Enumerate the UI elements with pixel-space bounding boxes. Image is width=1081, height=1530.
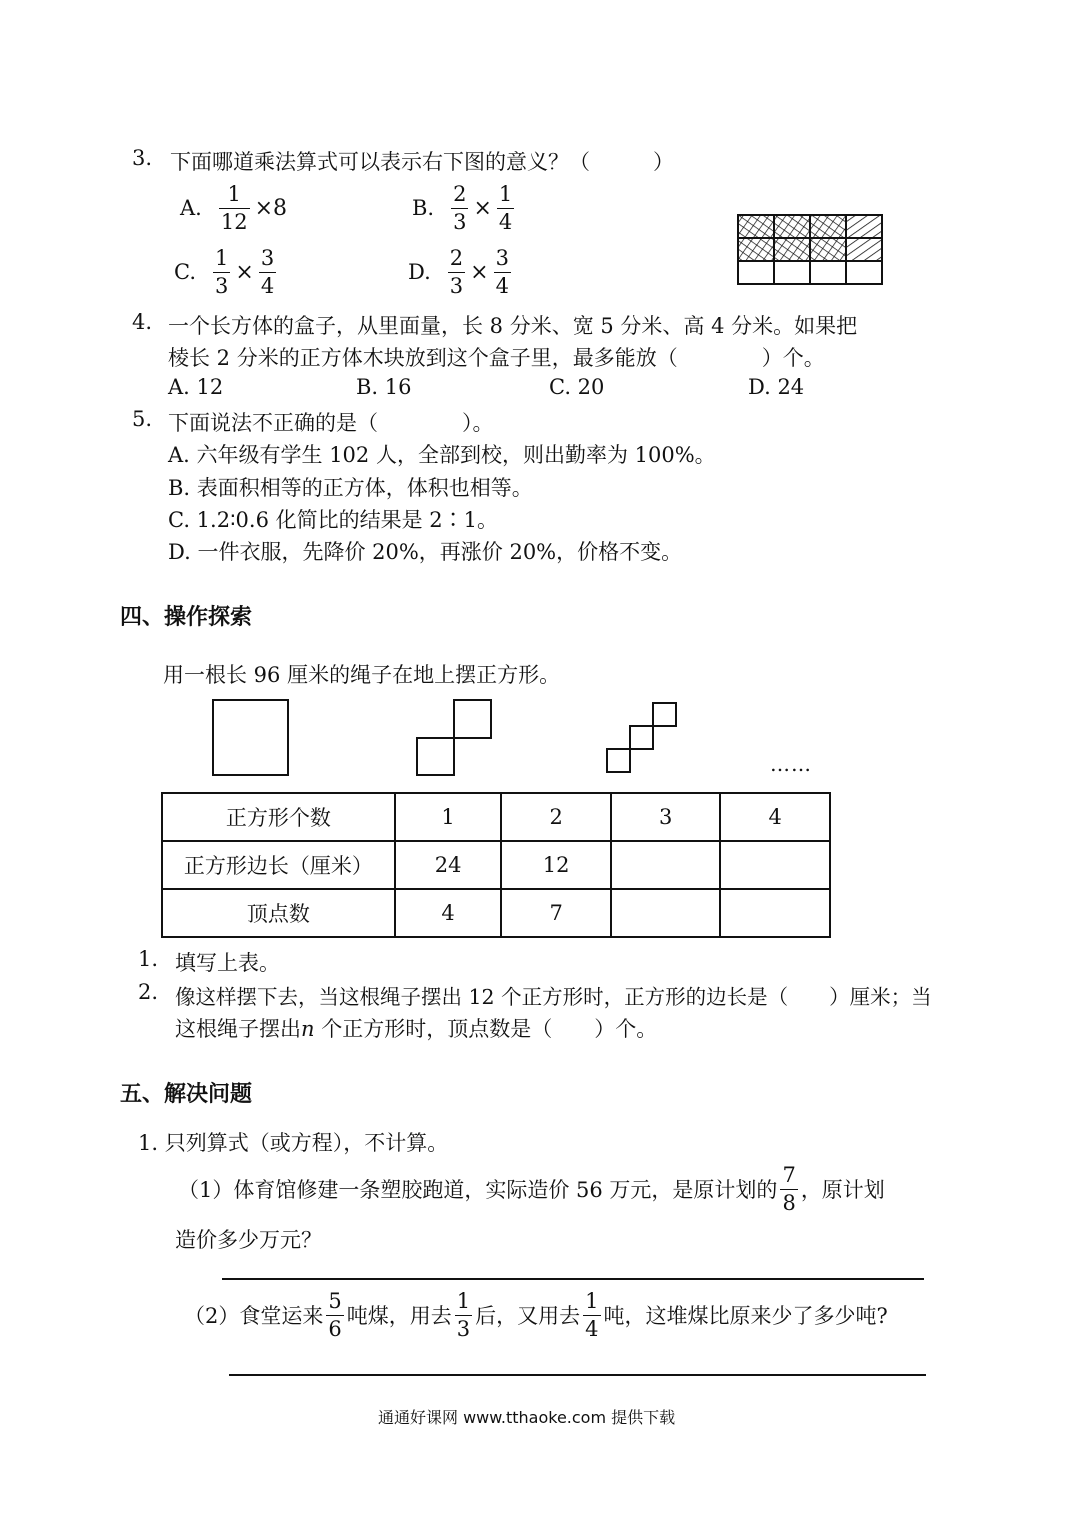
q4-option-b: B. 16: [356, 375, 412, 399]
row-header: 正方形个数: [162, 793, 395, 841]
s5-problem1-line2: 造价多少万元？: [175, 1228, 322, 1252]
q5-option-d: D. 一件衣服，先降价 20%，再涨价 20%，价格不变。: [168, 540, 683, 564]
fraction: $\frac{2}{3}$: [449, 245, 464, 298]
three-squares-3: [652, 702, 677, 727]
table-cell: 4: [720, 793, 830, 841]
fraction: $\frac{2}{3}$: [453, 181, 467, 234]
fraction: $\frac{3}{4}$: [260, 245, 275, 298]
answer-line-1[interactable]: [222, 1278, 924, 1280]
grid-cell: [738, 261, 774, 284]
option-label: A.: [180, 196, 202, 220]
table-row: [162, 793, 830, 841]
q3-option-c: [174, 242, 279, 302]
table-cell: 24: [395, 841, 502, 889]
q4-option-a: A. 12: [168, 375, 224, 399]
q5-option-c: C. 1.2∶0.6 化简比的结果是 2∶1。: [168, 508, 499, 532]
table-cell: 4: [395, 889, 502, 937]
answer-cell[interactable]: [720, 889, 830, 937]
s4-item1-text: 填写上表。: [175, 951, 280, 975]
grid-cell: [738, 238, 774, 261]
answer-cell[interactable]: [720, 841, 830, 889]
q5-option-a: A. 六年级有学生 102 人，全部到校，则出勤率为 100%。: [168, 443, 716, 467]
table-cell: 3: [611, 793, 721, 841]
variable-n: n: [301, 1017, 315, 1041]
section4-intro: 用一根长 96 厘米的绳子在地上摆正方形。: [163, 663, 561, 687]
grid-cell: [738, 215, 774, 238]
table-cell: 7: [501, 889, 611, 937]
answer-cell[interactable]: [611, 889, 721, 937]
table-cell: 12: [501, 841, 611, 889]
grid-cell: [774, 261, 810, 284]
grid-cell: [846, 215, 882, 238]
three-squares-2: [629, 725, 654, 750]
q3-grid-figure: [736, 213, 884, 285]
grid-cell: [774, 215, 810, 238]
s5-problem2: （2）食堂运来 $\frac{5}{6}$ 吨煤，用去 $\frac{1}{3}$ 后，又用去 $\frac{1}{4}$ 吨，这堆煤比原来少了多少吨?: [184, 1288, 888, 1341]
q5-number: 5.: [132, 407, 153, 431]
q4-option-d: D. 24: [748, 375, 805, 399]
option-label: C.: [174, 260, 196, 284]
footer-text: 通通好课网 www.tthaoke.com 提供下载: [378, 1408, 676, 1427]
answer-cell[interactable]: [611, 841, 721, 889]
s5-item1: 1. 只列算式（或方程），不计算。: [138, 1131, 449, 1155]
option-label: D.: [408, 260, 431, 284]
times-sign: ×: [473, 195, 492, 221]
s4-item1-number: 1.: [138, 947, 159, 971]
table-row: [162, 841, 830, 889]
grid-cell: [774, 238, 810, 261]
times-text: ×8: [254, 195, 288, 221]
times-sign: ×: [470, 259, 489, 285]
s4-item2-line2: 这根绳子摆出n 个正方形时，顶点数是（ ）个。: [175, 1017, 658, 1041]
q4-line1: 一个长方体的盒子，从里面量，长 8 分米、宽 5 分米、高 4 分米。如果把: [168, 314, 858, 338]
grid-cell: [810, 238, 846, 261]
s4-item2-number: 2.: [138, 980, 159, 1004]
q3-number: 3.: [132, 146, 153, 170]
two-squares-bottom: [416, 737, 455, 776]
q4-option-c: C. 20: [549, 375, 605, 399]
row-header: 正方形边长（厘米）: [162, 841, 395, 889]
section4-title: 四、操作探索: [120, 604, 253, 630]
grid-cell: [810, 215, 846, 238]
q3-stem: 下面哪道乘法算式可以表示右下图的意义？（ ）: [170, 150, 674, 174]
times-sign: ×: [235, 259, 254, 285]
fraction: $\frac{7}{8}$: [782, 1162, 796, 1215]
grid-cell: [810, 261, 846, 284]
q4-number: 4.: [132, 310, 153, 334]
s4-item2-line1: 像这样摆下去，当这根绳子摆出 12 个正方形时，正方形的边长是（ ）厘米；当: [175, 985, 932, 1009]
answer-line-2[interactable]: [229, 1374, 926, 1376]
fraction: $\frac{1}{3}$: [456, 1288, 471, 1341]
q4-line2: 棱长 2 分米的正方体木块放到这个盒子里，最多能放（ ）个。: [168, 346, 825, 370]
table-row: [162, 889, 830, 937]
q3-option-a: [180, 178, 289, 238]
grid-cell: [846, 261, 882, 284]
option-label: B.: [412, 196, 435, 220]
fraction: $\frac{1}{3}$: [215, 245, 229, 298]
ellipsis: ……: [770, 752, 812, 776]
two-squares-top: [453, 699, 492, 739]
fraction: $\frac{1}{4}$: [498, 181, 513, 234]
fraction: $\frac{1}{4}$: [585, 1288, 599, 1341]
q3-option-d: [408, 242, 514, 302]
q3-option-b: [412, 178, 517, 238]
row-header: 顶点数: [162, 889, 395, 937]
fraction: $\frac{5}{6}$: [328, 1288, 342, 1341]
one-square-figure: [212, 699, 289, 776]
table-cell: 1: [395, 793, 502, 841]
three-squares-1: [606, 748, 631, 773]
q5-option-b: B. 表面积相等的正方体，体积也相等。: [168, 476, 533, 500]
section5-title: 五、解决问题: [120, 1081, 253, 1107]
table-cell: 2: [501, 793, 611, 841]
square-table: [161, 792, 831, 938]
fraction: $\frac{3}{4}$: [495, 245, 509, 298]
s5-problem1-line1: （1）体育馆修建一条塑胶跑道，实际造价 56 万元，是原计划的 $\frac{7}{8}$ ，原计划: [178, 1162, 885, 1215]
grid-cell: [846, 238, 882, 261]
fraction: $\frac{1}{12}$: [220, 181, 248, 234]
q5-stem: 下面说法不正确的是（ ）。: [168, 411, 494, 435]
